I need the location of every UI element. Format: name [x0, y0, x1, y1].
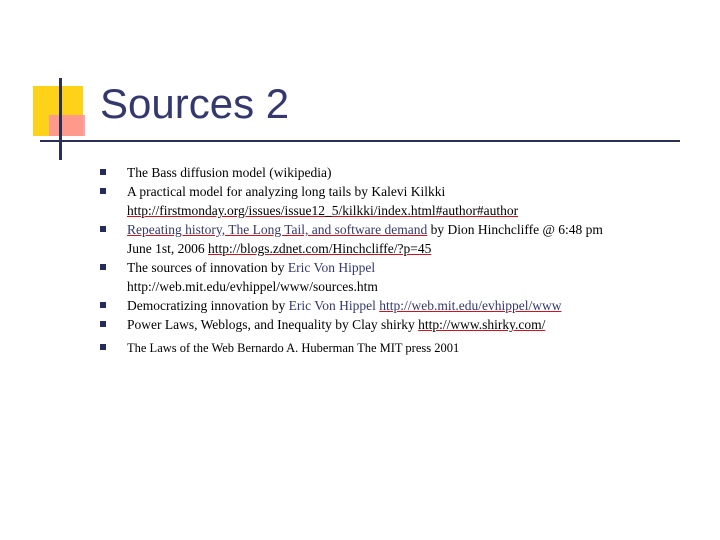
hinchcliffe-url-link[interactable]: http://blogs.zdnet.com/Hinchcliffe/?p=45 [208, 241, 432, 256]
list-item-bass [100, 163, 710, 182]
bullet-icon [100, 302, 106, 308]
slide-title: Sources 2 [100, 80, 290, 127]
sources-list [100, 163, 710, 358]
item-date: June 1st, 2006 [127, 241, 208, 256]
bullet-icon [100, 321, 106, 327]
shirky-link[interactable]: http://www.shirky.com/ [418, 317, 546, 332]
list-item-kilkki [100, 182, 710, 220]
author-name: Eric Von Hippel [288, 298, 376, 313]
bullet-icon [100, 169, 106, 175]
title-underline [40, 140, 680, 142]
item-text: by Dion Hinchcliffe @ 6:48 pm [427, 222, 603, 237]
item-text: A practical model for analyzing long tails by Kalevi Kilkki [127, 184, 446, 199]
item-text: Power Laws, Weblogs, and Inequality by Clay shirky [127, 317, 419, 332]
list-item-laws-web [100, 338, 710, 358]
list-item-sources-innovation [100, 258, 710, 296]
list-item-hinchcliffe [100, 220, 710, 258]
bullet-icon [100, 344, 106, 350]
hinchcliffe-title-link[interactable]: Repeating history, The Long Tail, and software demand [127, 222, 428, 237]
kilkki-link[interactable]: http://firstmonday.org/issues/issue12_5/kilkki/index.html#author#author [127, 203, 519, 218]
bullet-icon [100, 264, 106, 270]
item-url: http://web.mit.edu/evhippel/www/sources.htm [127, 279, 378, 294]
list-item-shirky [100, 315, 710, 334]
decor-vertical-line [59, 78, 62, 160]
bullet-icon [100, 226, 106, 232]
item-text: Democratizing innovation by [127, 298, 289, 313]
item-text: The Bass diffusion model (wikipedia) [127, 165, 332, 180]
decor-pink-square [49, 115, 85, 136]
list-item-democratizing [100, 296, 710, 315]
item-text: The sources of innovation by [127, 260, 288, 275]
bullet-icon [100, 188, 106, 194]
mit-link[interactable]: http://web.mit.edu/evhippel/www [379, 298, 562, 313]
item-text: The Laws of the Web Bernardo A. Huberman The MIT press 2001 [127, 341, 460, 355]
author-name: Eric Von Hippel [287, 260, 376, 275]
